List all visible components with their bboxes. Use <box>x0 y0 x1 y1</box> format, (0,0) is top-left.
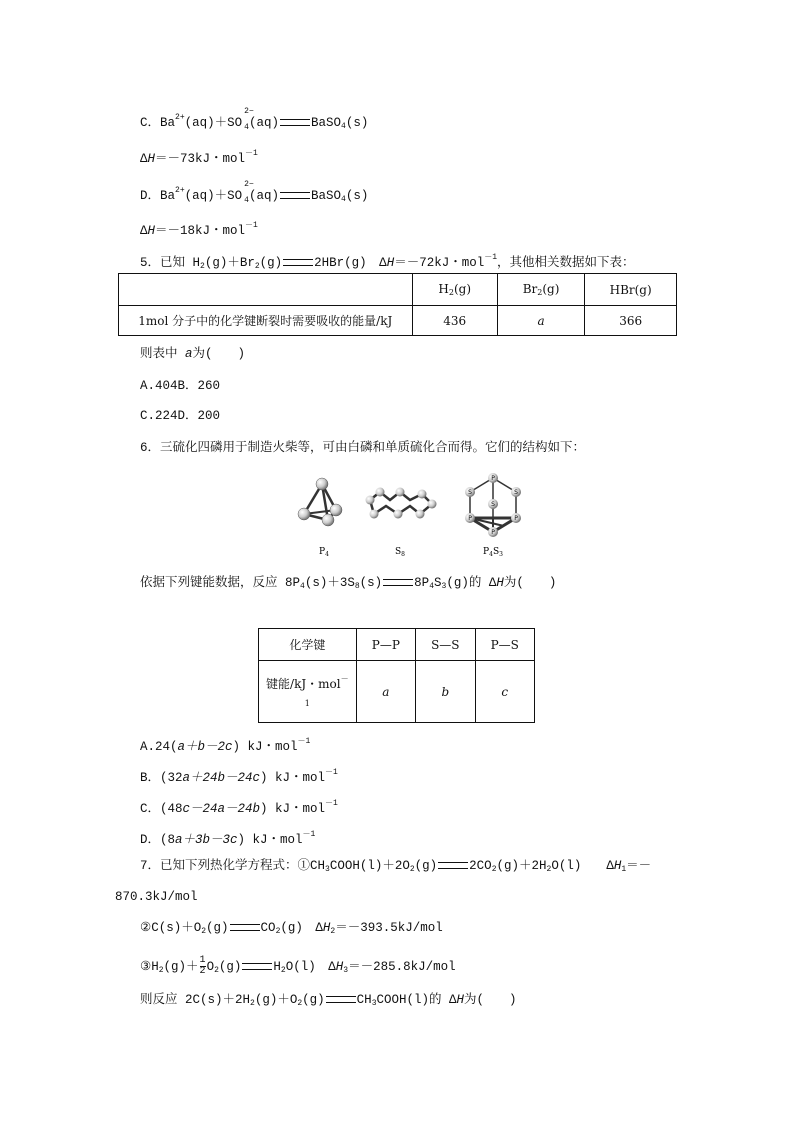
p4-tetrahedron <box>298 478 342 526</box>
equals-sign <box>326 996 356 1003</box>
svg-text:S: S <box>491 501 495 508</box>
svg-text:P: P <box>491 475 495 482</box>
question-7-ask: 则反应 $2C(s)+2H_2(g)+O_2(g)$ $CH_3COOH(l)$的 ΔH为( ) <box>140 993 517 1008</box>
table-cell: 436 <box>412 306 497 336</box>
equals-sign <box>383 579 413 586</box>
table-cell: b <box>416 661 475 723</box>
label-s8: $S_8$ <box>395 547 405 558</box>
svg-text:P: P <box>491 529 495 536</box>
q6-option-c: C．(48c－24a－24b) kJ・mol$^{-1}$ <box>140 799 338 816</box>
table-header-hbr: HBr(g) <box>585 274 677 306</box>
table-row-label: 键能/kJ・mol－ 1 <box>259 661 357 723</box>
table-header-br2: $Br_2(g)$ <box>497 274 585 306</box>
equals-sign <box>280 192 310 199</box>
label-p4: $P_4$ <box>319 547 329 558</box>
equals-sign <box>230 924 260 931</box>
question-6-ask: 依据下列键能数据，反应 $8P_4(s)+3S_8(s)$ $8P_4S_3(g)$的 ΔH为( ) <box>140 576 557 591</box>
table-header: P—S <box>475 629 534 661</box>
svg-text:S: S <box>468 489 472 496</box>
option-c-equation: C．$Ba^{2+}(aq)+SO$ 2− $_4$(aq) BaSO$_4$(s) <box>140 107 369 132</box>
table-cell: c <box>475 661 534 723</box>
equals-sign <box>283 259 313 266</box>
molecule-structures-figure <box>290 470 540 562</box>
table-header: P—P <box>356 629 415 661</box>
q6-option-a: A.24(a＋b－2c) kJ・mol$^{-1}$ <box>140 737 311 754</box>
svg-text:P: P <box>514 515 518 522</box>
table-header-h2: $H_2(g)$ <box>412 274 497 306</box>
svg-text:S: S <box>514 489 518 496</box>
q7-equation-3: $③H_2(g)+$ $\frac{1}{2}$ $O_2(g)$ $H_2O(l)$ $\Delta H_3=-285.8kJ$/mol <box>140 955 456 977</box>
table-cell: a <box>497 306 585 336</box>
label-p4s3: $P_4S_3$ <box>483 547 503 558</box>
option-c-enthalpy: ΔH＝－73kJ・mol$^{-1}$ <box>140 149 258 166</box>
table-row-label: 1mol 分子中的化学键断裂时需要吸收的能量/kJ <box>119 306 413 336</box>
q7-equation-2: $②C(s)+O_2(g)$ $CO_2(g)$ $\Delta H_2=-393.5kJ$/mol <box>140 921 443 936</box>
s8-ring <box>366 488 437 519</box>
q6-option-d: D．(8a＋3b－3c) kJ・mol$^{-1}$ <box>140 830 316 847</box>
equals-sign <box>280 119 310 126</box>
svg-text:P: P <box>468 515 472 522</box>
question-5-stem: 5．已知 $H_2(g)+Br_2(g)$ 2HBr(g) ΔH＝－72kJ・mol$^{-1}$，其他相关数据如下表： <box>140 253 635 271</box>
question-7-stem: 7．已知下列热化学方程式：$①CH_3COOH(l)+2O_2(g)$ $2CO_2(g)+2H_2O(l)$ $\Delta H_1=-$ <box>140 859 652 874</box>
equals-sign <box>438 862 468 869</box>
option-d-enthalpy: ΔH＝－18kJ・mol$^{-1}$ <box>140 221 258 238</box>
q6-bond-energy-table <box>258 628 535 723</box>
question-5-ask: 则表中 a为( ) <box>140 347 246 361</box>
q5-options-cd: C.224D．200 <box>140 409 221 423</box>
q5-data-table <box>118 273 677 336</box>
q5-options-ab: A.404B．260 <box>140 379 221 393</box>
question-6-stem: 6．三硫化四磷用于制造火柴等，可由白磷和单质硫化合而得。它们的结构如下： <box>140 441 586 455</box>
table-header: S—S <box>416 629 475 661</box>
table-cell: 366 <box>585 306 677 336</box>
q6-option-b: B．(32a＋24b－24c) kJ・mol$^{-1}$ <box>140 768 338 785</box>
p4s3-cage <box>465 473 521 537</box>
equals-sign <box>242 963 272 970</box>
fraction-one-half: $\frac{1}{2}$ <box>199 955 206 977</box>
table-cell: a <box>356 661 415 723</box>
question-7-continuation: 870.3kJ/mol <box>115 890 198 904</box>
table-header-empty <box>119 274 413 306</box>
table-header: 化学键 <box>259 629 357 661</box>
option-d-equation: D．$Ba^{2+}(aq)+SO$ 2− $_4$(aq) BaSO$_4$(s) <box>140 180 369 205</box>
